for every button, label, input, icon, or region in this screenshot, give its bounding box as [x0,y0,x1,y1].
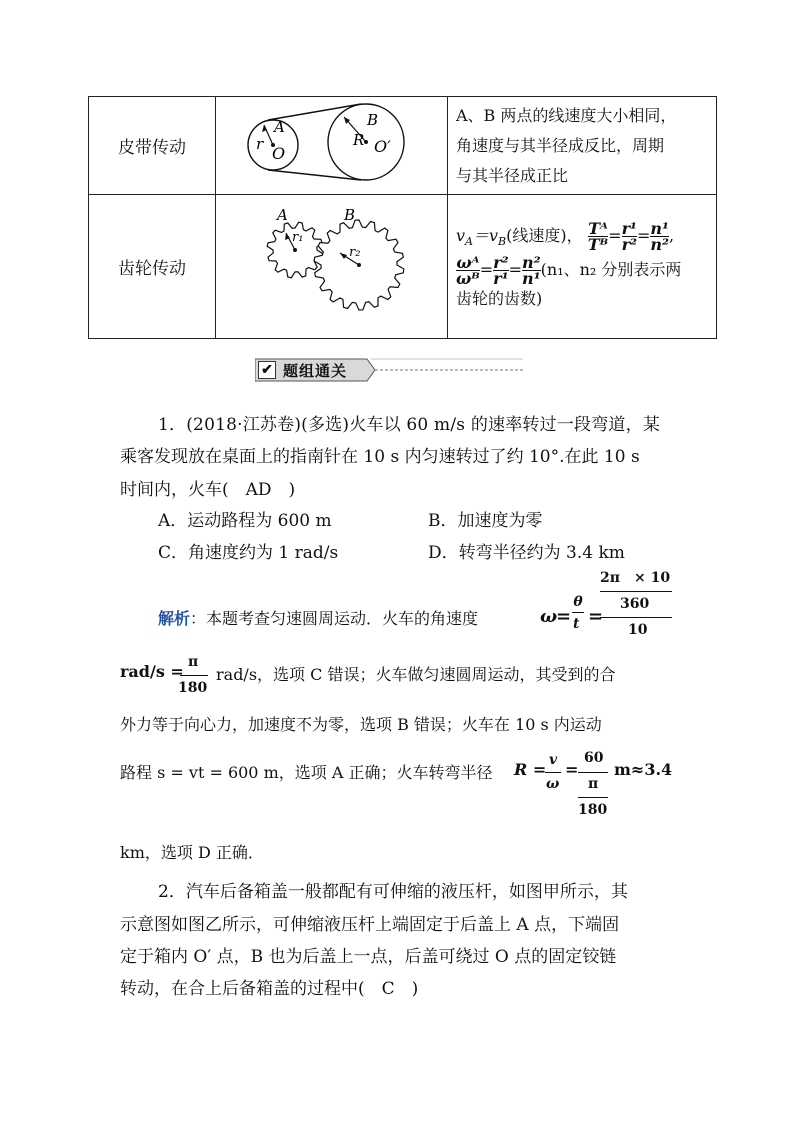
gear-diagram-cell [216,195,448,339]
gear-desc-line1: $v_A=v_B$(线速度)， $\frac{\text{Tᴬ}}{\text{Tᴮ}}$ = $\frac{\text{r¹}}{\text{r²}}$ = $\frac{\text{n¹}}{\text{n²}}$ , [456,218,675,254]
q2-line4: 转动，在合上后备箱盖的过程中( C ) [120,979,419,999]
gear-desc-line3: 齿轮的齿数) [456,289,543,309]
gear-row [89,195,717,339]
label-O-prime: O′ [374,137,391,156]
q1-option-b: B．加速度为零 [428,511,543,531]
belt-diagram-cell [216,97,448,195]
checkbox-icon: ✔ [258,361,276,379]
solution-line3: 外力等于向心力，加速度不为零，选项 B 错误；火车在 10 s 内运动 [120,715,602,734]
num-60: 60 [584,750,604,766]
section-title: 题组通关 [283,362,348,380]
num-180-b: 180 [578,802,608,818]
gear-desc-line2: $\frac{\text{ωᴬ}}{\text{ωᴮ}}$ = $\frac{\text{r²}}{\text{r¹}}$ = $\frac{\text{n²}}{\text{n¹}}$ (n₁、n₂ 分别表示两 [456,253,682,289]
num-180: 180 [178,680,208,696]
belt-description [448,97,717,195]
belt-desc-line: A、B 两点的线速度大小相同， [456,105,677,125]
q1-option-a: A．运动路程为 600 m [158,511,332,531]
belt-desc-line: 与其半径成正比 [456,165,569,185]
label-r: r [256,135,264,153]
belt-label: 皮带传动 [89,97,216,195]
solution-line1: 解析：本题考查匀速圆周运动．火车的角速度 [158,609,479,628]
section-banner [255,358,525,382]
q2-line3: 定于箱内 O′ 点，B 也为后盖上一点，后盖可绕过 O 点的固定铰链 [120,947,617,967]
belt-desc-line: 角速度与其半径成反比，周期 [456,135,665,155]
label-B: B [367,111,379,129]
gear-label-r1: r₁ [292,230,304,245]
solution-line4: 路程 s = vt = 600 m，选项 A 正确；火车转弯半径 [120,763,493,782]
solution-line2: rad/s，选项 C 错误；火车做匀速圆周运动，其受到的合 [216,665,616,684]
solution-rad-eq: rad/s = [120,662,184,681]
solution-line5: km，选项 D 正确． [120,843,264,862]
big-fraction-top: 2π × 10 [600,570,671,586]
q1-option-c: C．角速度约为 1 rad/s [158,543,339,563]
pi-num: π [188,654,199,670]
big-fraction-mid: 360 [620,596,650,612]
q1-option-d: D．转弯半径约为 3.4 km [428,543,625,563]
gear-label-A: A [277,206,288,224]
pi-den: π [588,776,599,792]
gear-label: 齿轮传动 [89,195,216,339]
gear-description [448,195,717,339]
belt-diagram [216,97,447,189]
belt-row [89,97,717,195]
approx-value: m≈3.4 [614,760,673,779]
q2-line2: 示意图如图乙所示，可伸缩液压杆上端固定于后盖上 A 点，下端固 [120,915,620,935]
gear-label-B: B [344,206,356,224]
v-num: v [549,752,558,768]
eq-sign: = [565,760,579,779]
q1-line2: 乘客发现放在桌面上的指南针在 10 s 内匀速转过了约 10°.在此 10 s [120,447,640,467]
radius-expression: R = [514,760,547,779]
label-O: O [272,144,286,163]
q1-line1: 1．(2018·江苏卷)(多选)火车以 60 m/s 的速率转过一段弯道，某 [158,415,661,435]
label-R: R [353,131,365,149]
q1-line3: 时间内，火车( AD ) [120,480,296,500]
q2-line1: 2．汽车后备箱盖一般都配有可伸缩的液压杆，如图甲所示，其 [158,882,628,902]
gear-diagram [216,195,447,333]
gear-label-r2: r₂ [349,245,361,260]
w-den: ω [546,776,560,792]
solution-label: 解析 [158,609,191,628]
label-A: A [274,118,285,136]
transmission-table [88,96,717,339]
big-fraction-den: 10 [628,622,648,638]
